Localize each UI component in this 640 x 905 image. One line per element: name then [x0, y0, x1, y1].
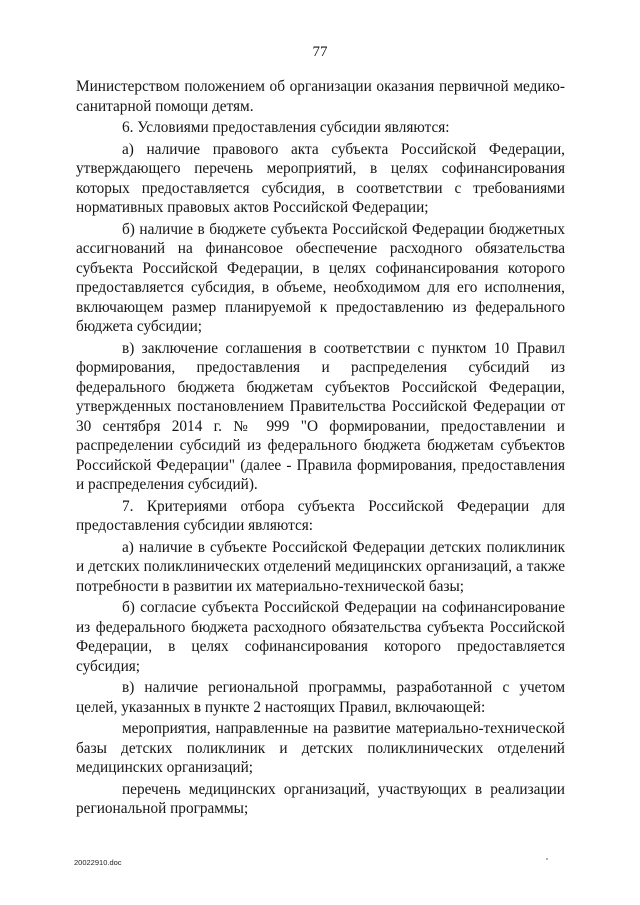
paragraph-item-7a: а) наличие в субъекте Российской Федерации детских поликлиник и детских поликлинических отделений медицинских организаций, а также потребности в развитии их материально-технической базы;: [76, 538, 565, 595]
paragraph-item-7v-sub1: мероприятия, направленные на развитие материально-технической базы детских поликлиник и детских поликлинических отделений медицинских организаций;: [76, 720, 565, 776]
paragraph-item-7b: б) согласие субъекта Российской Федерации на софинансирование из федерального бюджета расходного обязательства субъекта Российской Федерации, в целях софинансирования которого предоставляется субсидия;: [76, 599, 565, 675]
paragraph-item-6: 6. Условиями предоставления субсидии являются:: [122, 119, 450, 136]
paragraph-item-6a: а) наличие правового акта субъекта Российской Федерации, утверждающего перечень мероприятий, в целях софинансирования которых предоставляется субсидия, в соответствии с требованиями нормативных правовых актов Российской Федерации;: [76, 140, 565, 216]
footer-mark: [546, 858, 548, 860]
page-number: 77: [312, 44, 328, 60]
paragraph-item-6b: б) наличие в бюджете субъекта Российской Федерации бюджетных ассигнований на финансовое обеспечение расходного обязательства субъекта Российской Федерации, в целях софинансирования которого предоставляется субсидия, в объеме, необходимом для его исполнения, включающем размер планируемой к предоставлению из федерального бюджета субсидии;: [76, 220, 565, 335]
footer-file-name: 20022910.doc: [74, 858, 122, 867]
paragraph-item-7v-sub2: перечень медицинских организаций, участвующих в реализации региональной программы;: [76, 780, 565, 817]
paragraph-item-7v: в) наличие региональной программы, разработанной с учетом целей, указанных в пункте 2 настоящих Правил, включающей:: [76, 679, 565, 716]
paragraph-continuation: Министерством положением об организации оказания первичной медико-санитарной помощи детям.: [76, 78, 565, 115]
document-body: [76, 77, 565, 821]
paragraph-item-6v: в) заключение соглашения в соответствии с пунктом 10 Правил формирования, предоставления и распределения субсидий из федерального бюджета бюджетам субъектов Российской Федерации, утвержденных постановлением Правительства Российской Федерации от 30 сентября 2014 г. № 999 "О формировании, предоставлении и распределении субсидий из федерального бюджета бюджетам субъектов Российской Федерации" (далее - Правила формирования, предоставления и распределения субсидий).: [76, 339, 565, 493]
paragraph-item-7: 7. Критериями отбора субъекта Российской Федерации для предоставления субсидии являются:: [76, 497, 565, 534]
